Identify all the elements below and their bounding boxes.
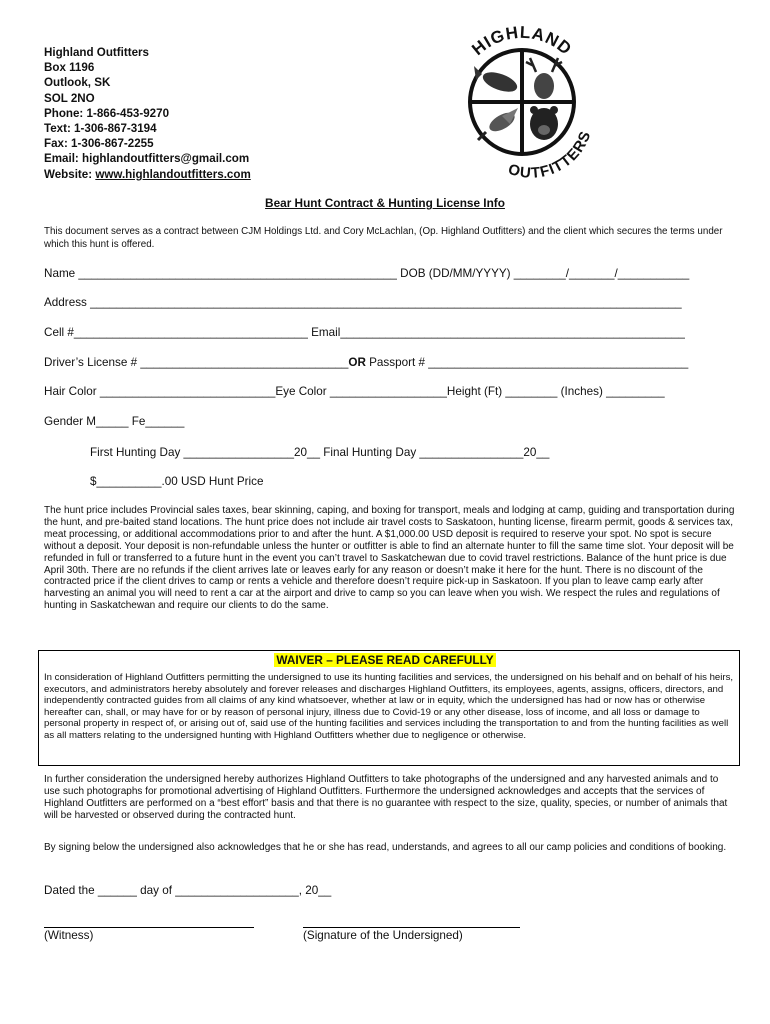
undersigned-signature-line[interactable] [303, 927, 520, 928]
name-dob-field[interactable]: Name _________________________________________________ DOB (DD/MM/YYYY) ________/_______/___________ [44, 267, 690, 280]
witness-signature-line[interactable] [44, 927, 254, 928]
company-text: Text: 1-306-867-3194 [44, 122, 157, 136]
waiver-title [0, 653, 770, 667]
deer-icon [526, 58, 562, 99]
undersigned-label: (Signature of the Undersigned) [303, 929, 463, 942]
hunt-price-field[interactable]: $__________.00 USD Hunt Price [90, 475, 264, 488]
intro-paragraph: This document serves as a contract between CJM Holdings Ltd. and Cory McLachlan, (Op. Highland Outfitters) and the client which secures the terms under which this hunt is offered. [44, 226, 723, 250]
logo-bottom-text: OUTFITTERS [506, 128, 595, 180]
hunting-day-field[interactable]: First Hunting Day _________________20__ Final Hunting Day ________________20__ [90, 446, 550, 459]
company-postal: SOL 2NO [44, 91, 95, 105]
waiver-text: In consideration of Highland Outfitters permitting the undersigned to use its hunting facilities and services, the undersigned on his behalf and on behalf of his heirs, executors, and administrators hereby absolutely and forever releases and discharges Highland Outfitters, its employees, agents, assigns, officers, directors, and independently contracted guides from all claims of any kind whatsoever, whether at law or in equity, which the undersigned has had or now has or otherwise hereafter can, shall, or may have for or by reason of personal injury, illness due to Covid-19 or any other disease, loss of income, and all loss or damage to personal property in respect of, or arising out of, said use of the hunting facilities and services including the transportation to and from the hunting facilities as well as all matters relating to the undersigned hunting with Highland Outfitters whether due to negligence or otherwise. [44, 672, 734, 741]
contract-title: Bear Hunt Contract & Hunting License Info [265, 196, 505, 210]
website-label: Website: [44, 167, 96, 181]
passport-label: Passport # ________________________________________ [365, 356, 689, 369]
website-link[interactable]: www.highlandoutfitters.com [95, 167, 251, 181]
address-field[interactable]: Address ___________________________________________________________________________________________ [44, 296, 682, 309]
waiver-title-text: WAIVER – PLEASE READ CAREFULLY [276, 653, 494, 667]
company-fax: Fax: 1-306-867-2255 [44, 137, 154, 151]
company-name: Highland Outfitters [44, 46, 149, 59]
bear-icon [530, 106, 558, 140]
gender-field[interactable]: Gender M_____ Fe______ [44, 415, 185, 428]
photo-consideration-paragraph: In further consideration the undersigned hereby authorizes Highland Outfitters to take photographs of the undersigned and any harvested animals and to use such photographs for promotional advertising of Highland Outfitters. Furthermore the undersigned acknowledges and accepts that the services of Highland Outfitters are performed on a “best effort” basis and that there is no guarantee with respect to the size, quality, species, or number of animals that will be harvested or observed during the contracted hunt. [44, 774, 728, 821]
logo-top-text: HIGHLAND [468, 22, 576, 60]
company-city: Outlook, SK [44, 76, 111, 90]
or-label: OR [348, 356, 366, 369]
company-website-row [44, 167, 251, 182]
license-passport-field[interactable] [44, 356, 688, 369]
company-phone: Phone: 1-866-453-9270 [44, 106, 170, 120]
hair-eye-height-field[interactable]: Hair Color ___________________________Eye Color __________________Height (Ft) ________ (Inches) _________ [44, 385, 665, 398]
highland-outfitters-logo [442, 20, 602, 180]
dated-field[interactable]: Dated the ______ day of ___________________, 20__ [44, 884, 332, 897]
drivers-license-label: Driver’s License # ________________________________ [44, 356, 349, 369]
company-email: Email: highlandoutfitters@gmail.com [44, 152, 250, 166]
price-paragraph: The hunt price includes Provincial sales taxes, bear skinning, caping, and boxing for transport, meals and lodging at camp, guiding and transportation during the hunt, and pre-baited stand locations. The hunt price does not include air travel costs to Saskatoon, hunting license, firearm permit, goods & services tax, meat processing, or additional accommodations prior to and after the hunt. A $1,000.00 USD deposit is required to reserve your spot. No spot is secure without a deposit. Your deposit is non-refundable unless the hunter or outfitter is able to find an alternate hunter to fill the same time slot. Your deposit will be refunded in full or transferred to a future hunt in the event you can’t travel to Saskatchewan due to covid travel restrictions. Balance of the hunt price is due April 30th. There are no refunds if the client arrives late or leaves early for any reason or doesn’t make it here for the hunt. There is no discount of the contracted price if the client drives to camp or rents a vehicle and therefore doesn’t require pick-up in Saskatoon. If you plan to leave camp early after harvesting an animal you will need to rent a car at the airport and drive to camp so you can leave when you wish. We respect the rules and regulations of hunting in Saskatchewan and require our clients to do the same. [44, 505, 735, 612]
goose-icon [478, 108, 518, 140]
company-box: Box 1196 [44, 61, 95, 75]
cell-email-field[interactable]: Cell #____________________________________ Email_____________________________________________________ [44, 326, 685, 339]
company-contact-block [44, 45, 251, 182]
acknowledgement-paragraph: By signing below the undersigned also acknowledges that he or she has read, understands, and agrees to all our camp policies and conditions of booking. [44, 842, 727, 853]
witness-label: (Witness) [44, 929, 94, 942]
